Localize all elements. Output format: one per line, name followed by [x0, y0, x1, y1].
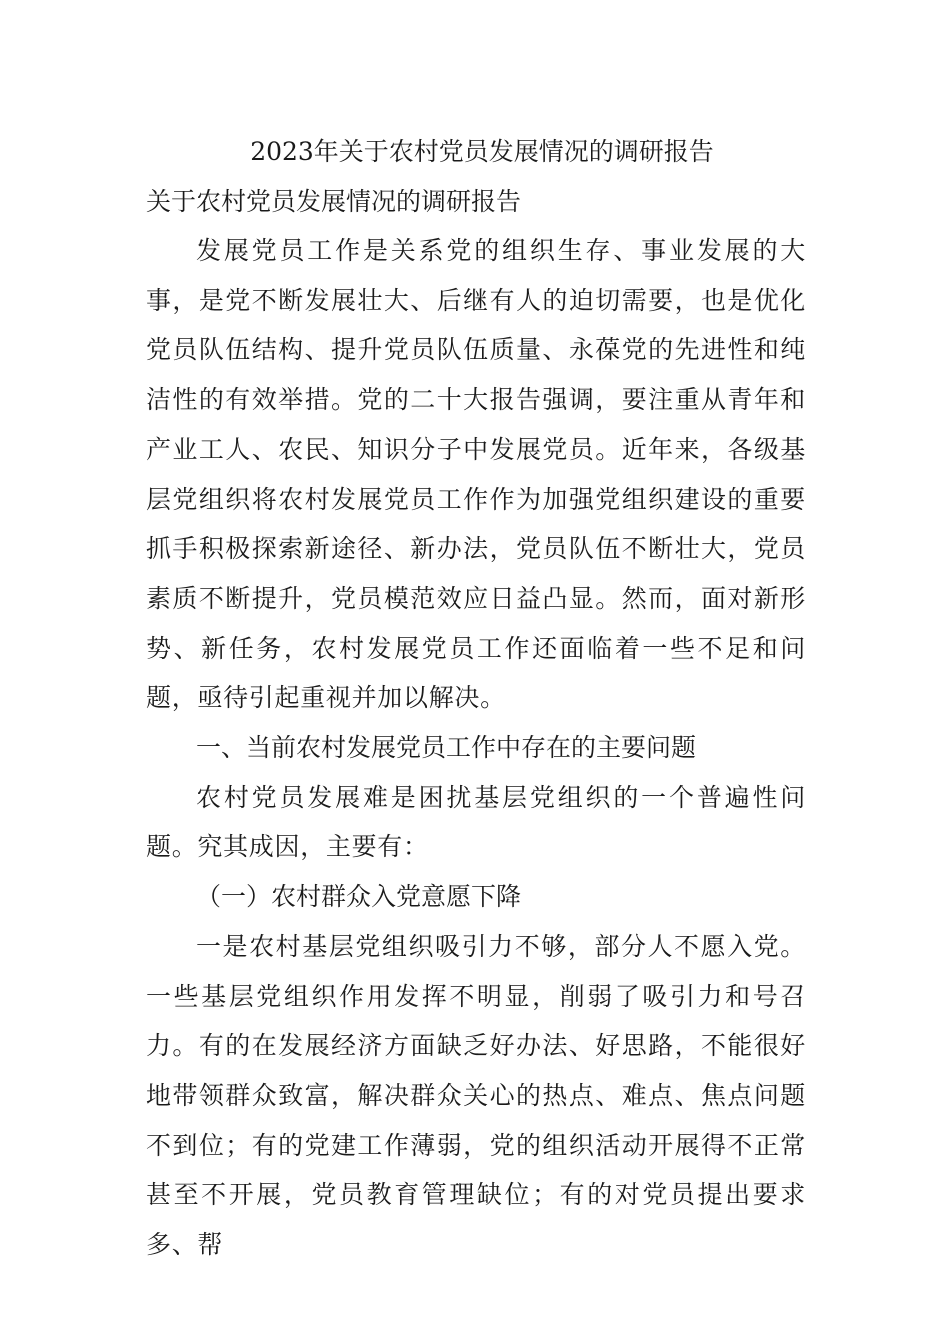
- document-page: [146, 130, 806, 1270]
- subsection-1-paragraph: 一是农村基层党组织吸引力不够，部分人不愿入党。一些基层党组织作用发挥不明显，削弱了吸引力和号召力。有的在发展经济方面缺乏好办法、好思路，不能很好地带领群众致富，解决群众关心的热点、难点、焦点问题不到位；有的党建工作薄弱，党的组织活动开展得不正常甚至不开展，党员教育管理缺位；有的对党员提出要求多、帮: [146, 931, 806, 1260]
- document-title: 2023年关于农村党员发展情况的调研报告: [250, 137, 714, 166]
- document-subtitle: 关于农村党员发展情况的调研报告: [146, 187, 522, 216]
- subsection-1-heading: （一）农村群众入党意愿下降: [196, 882, 522, 912]
- section-1-heading: 一、当前农村发展党员工作中存在的主要问题: [196, 733, 697, 763]
- intro-paragraph: 发展党员工作是关系党的组织生存、事业发展的大事，是党不断发展壮大、后继有人的迫切需要，也是优化党员队伍结构、提升党员队伍质量、永葆党的先进性和纯洁性的有效举措。党的二十大报告强调，要注重从青年和产业工人、农民、知识分子中发展党员。近年来，各级基层党组织将农村发展党员工作作为加强党组织建设的重要抓手积极探索新途径、新办法，党员队伍不断壮大，党员素质不断提升，党员模范效应日益凸显。然而，面对新形势、新任务，农村发展党员工作还面临着一些不足和问题，亟待引起重视并加以解决。: [146, 236, 806, 713]
- section-1-intro-paragraph: 农村党员发展难是困扰基层党组织的一个普遍性问题。究其成因，主要有：: [146, 782, 806, 862]
